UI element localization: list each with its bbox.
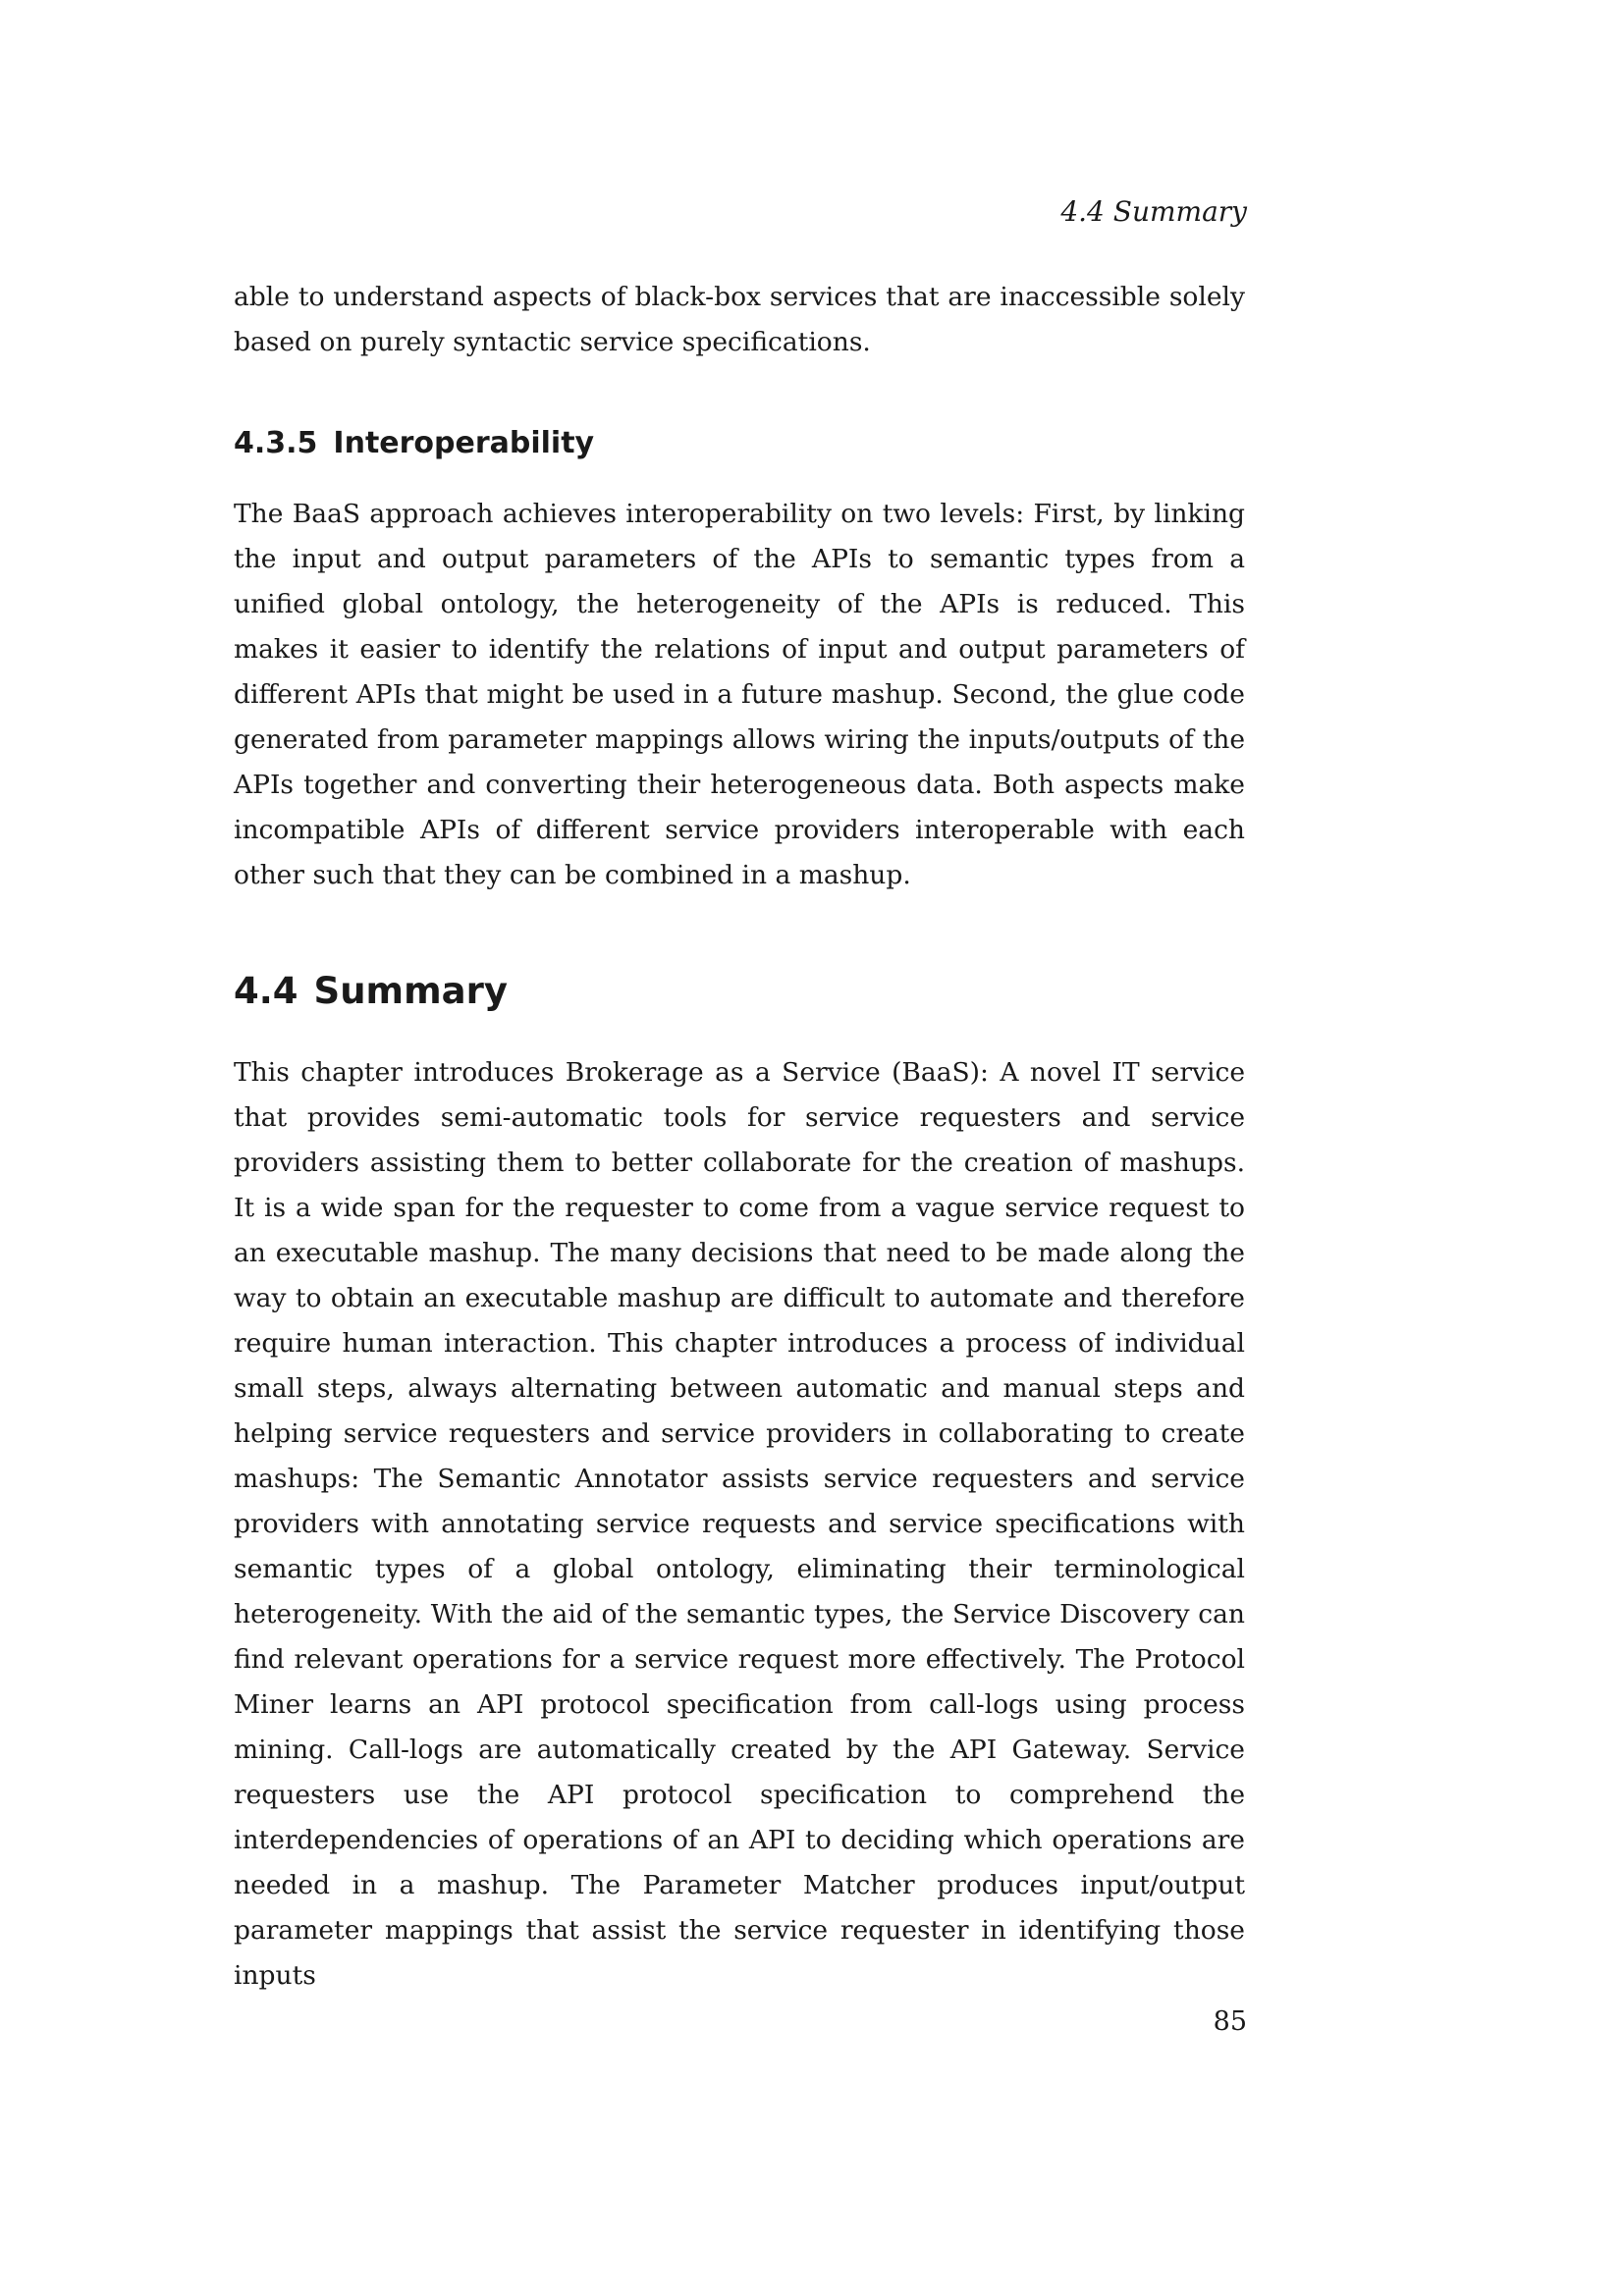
- section-number: 4.4: [234, 970, 298, 1012]
- section-heading: [234, 965, 508, 1018]
- section-title: Summary: [313, 970, 508, 1012]
- subsection-heading: [234, 422, 594, 465]
- subsection-title: Interoperability: [333, 426, 595, 460]
- page-number: 85: [1213, 2006, 1247, 2037]
- summary-paragraph: This chapter introduces Brokerage as a Service (BaaS): A novel IT service that provides semi-automatic tools for service requesters and service providers assisting them to better collaborate for the creation of mashups. It is a wide span for the requester to come from a vague service request to an executable mashup. The many decisions that need to be made along the way to obtain an executable mashup are difficult to automate and therefore require human interaction. This chapter introduces a process of individual small steps, always alternating between automatic and manual steps and helping service requesters and service providers in collaborating to create mashups: The Semantic Annotator assists service requesters and service providers with annotating service requests and service specifications with semantic types of a global ontology, eliminating their terminological heterogeneity. With the aid of the semantic types, the Service Discovery can find relevant operations for a service request more effectively. The Protocol Miner learns an API protocol specification from call-logs using process mining. Call-logs are automatically created by the API Gateway. Service requesters use the API protocol specification to comprehend the interdependencies of operations of an API to deciding which operations are needed in a mashup. The Parameter Matcher produces input/output parameter mappings that assist the service requester in identifying those inputs: [234, 1057, 1245, 1991]
- subsection-number: 4.3.5: [234, 426, 318, 460]
- interoperability-paragraph: The BaaS approach achieves interoperability on two levels: First, by linking the input and output parameters of the APIs to semantic types from a unified global ontology, the heterogeneity of the APIs is reduced. This makes it easier to identify the relations of input and output parameters of different APIs that might be used in a future mashup. Second, the glue code generated from parameter mappings allows wiring the inputs/outputs of the APIs together and converting their heterogeneous data. Both aspects make incompatible APIs of different service providers interoperable with each other such that they can be combined in a mashup.: [234, 499, 1245, 890]
- running-header: 4.4 Summary: [1060, 195, 1247, 228]
- intro-paragraph: able to understand aspects of black-box services that are inaccessible solely based on purely syntactic service specifications.: [234, 282, 1245, 357]
